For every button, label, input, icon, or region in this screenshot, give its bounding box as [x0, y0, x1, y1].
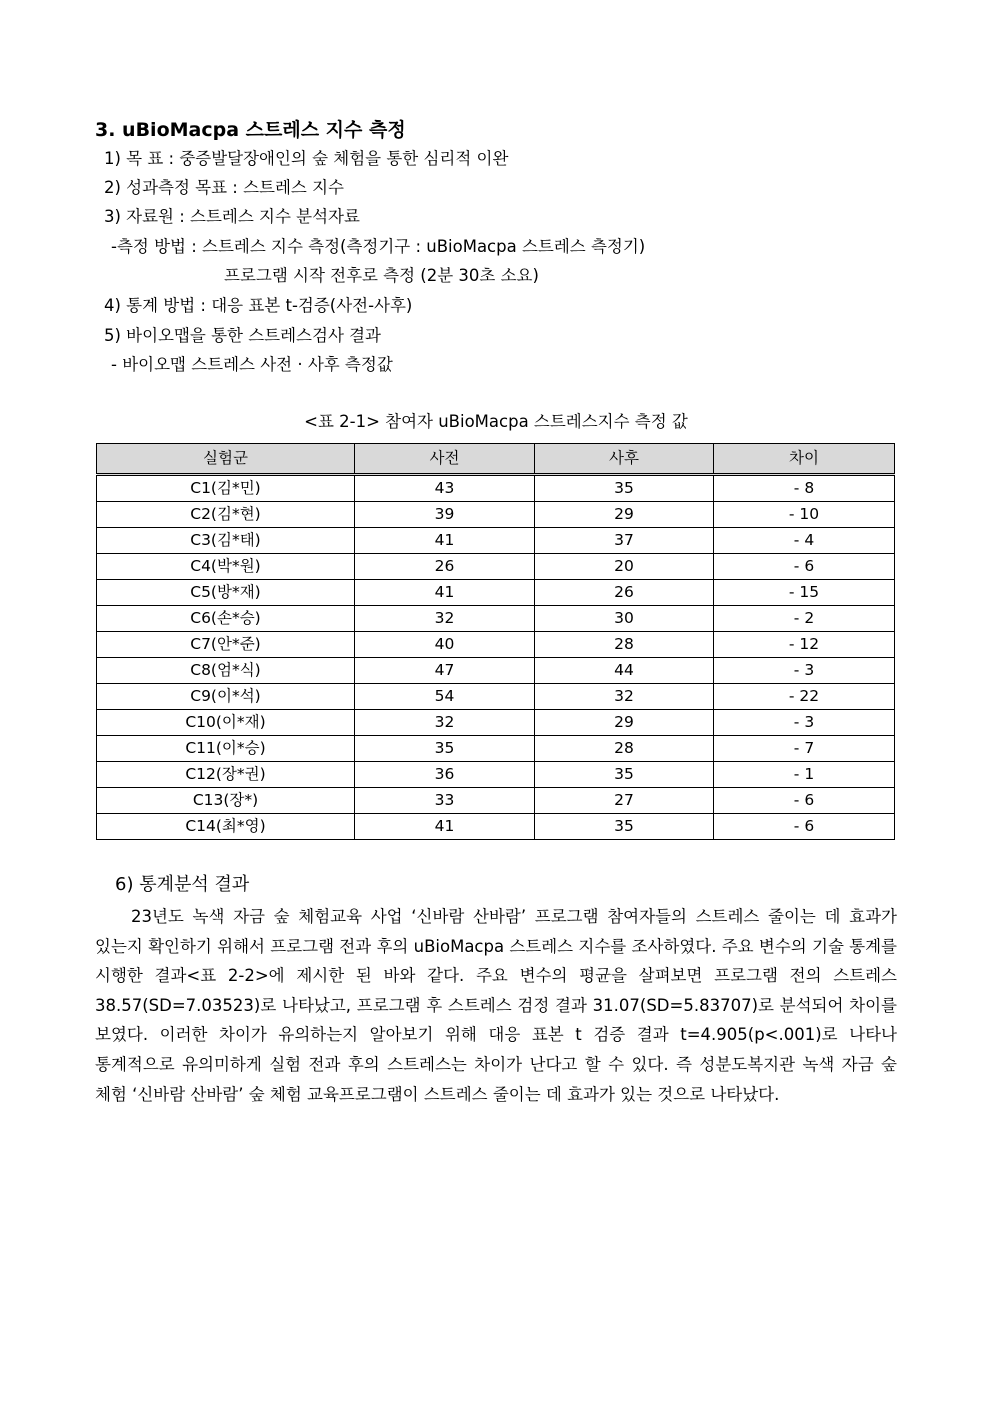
- post-cell: 44: [535, 658, 714, 684]
- pre-cell: 54: [355, 684, 535, 710]
- header-group: 실험군: [97, 444, 355, 475]
- diff-cell: - 3: [714, 658, 895, 684]
- group-cell: C6(손*승): [97, 606, 355, 632]
- diff-cell: - 4: [714, 528, 895, 554]
- post-cell: 29: [535, 502, 714, 528]
- table-row: [97, 606, 895, 632]
- table-row: [97, 684, 895, 710]
- diff-cell: - 2: [714, 606, 895, 632]
- stress-table: [96, 443, 895, 840]
- diff-cell: - 15: [714, 580, 895, 606]
- group-cell: C3(김*태): [97, 528, 355, 554]
- statistics-method-line: 4) 통계 방법 : 대응 표본 t-검증(사전-사후): [104, 296, 413, 315]
- analysis-paragraph: [95, 902, 897, 1109]
- table-row: [97, 658, 895, 684]
- table-row: [97, 788, 895, 814]
- post-cell: 35: [535, 762, 714, 788]
- group-cell: C2(김*현): [97, 502, 355, 528]
- table-row: [97, 632, 895, 658]
- table-row: [97, 736, 895, 762]
- table-row: [97, 580, 895, 606]
- group-cell: C5(방*재): [97, 580, 355, 606]
- group-cell: C12(장*권): [97, 762, 355, 788]
- diff-cell: - 22: [714, 684, 895, 710]
- performance-goal-line: 2) 성과측정 목표 : 스트레스 지수: [104, 178, 344, 197]
- pre-cell: 47: [355, 658, 535, 684]
- post-cell: 35: [535, 814, 714, 840]
- header-post: 사후: [535, 444, 714, 475]
- table-row: [97, 502, 895, 528]
- post-cell: 28: [535, 632, 714, 658]
- diff-cell: - 6: [714, 788, 895, 814]
- post-cell: 26: [535, 580, 714, 606]
- diff-cell: - 12: [714, 632, 895, 658]
- method-line: -측정 방법 : 스트레스 지수 측정(측정기구 : uBioMacpa 스트레스 측정기): [111, 237, 646, 256]
- section-title: 3. uBioMacpa 스트레스 지수 측정: [95, 119, 406, 141]
- method-detail-line: 프로그램 시작 전후로 측정 (2분 30초 소요): [224, 266, 539, 285]
- group-cell: C7(안*준): [97, 632, 355, 658]
- pre-cell: 35: [355, 736, 535, 762]
- pre-cell: 39: [355, 502, 535, 528]
- pre-cell: 32: [355, 606, 535, 632]
- table-row: [97, 475, 895, 502]
- diff-cell: - 3: [714, 710, 895, 736]
- pre-cell: 32: [355, 710, 535, 736]
- group-cell: C10(이*재): [97, 710, 355, 736]
- pre-cell: 36: [355, 762, 535, 788]
- group-cell: C1(김*민): [97, 475, 355, 502]
- analysis-text: 23년도 녹색 자금 숲 체험교육 사업 ‘신바람 산바람’ 프로그램 참여자들의 스트레스 줄이는 데 효과가 있는지 확인하기 위해서 프로그램 전과 후의 uBioMacpa 스트레스 지수를 조사하였다. 주요 변수의 기술 통계를 시행한 결과<표 2-2>에 제시한 된 바와 같다. 주요 변수의 평균을 살펴보면 프로그램 전의 스트레스 38.57(SD=7.03523)로 나타났고, 프로그램 후 스트레스 검정 결과 31.07(SD=5.83707)로 분석되어 차이를 보였다. 이러한 차이가 유의하는지 알아보기 위해 대응 표본 t 검증 결과 t=4.905(p<.001)로 나타나 통계적으로 유의미하게 실험 전과 후의 스트레스는 차이가 난다고 할 수 있다. 즉 성분도복지관 녹색 자금 숲 체험 ‘신바람 산바람’ 숲 체험 교육프로그램이 스트레스 줄이는 데 효과가 있는 것으로 나타났다.: [95, 907, 897, 1104]
- post-cell: 37: [535, 528, 714, 554]
- pre-cell: 33: [355, 788, 535, 814]
- table-row: [97, 528, 895, 554]
- post-cell: 28: [535, 736, 714, 762]
- pre-cell: 43: [355, 475, 535, 502]
- post-cell: 30: [535, 606, 714, 632]
- biomap-values-line: - 바이오맵 스트레스 사전 · 사후 측정값: [111, 355, 393, 374]
- table-row: [97, 814, 895, 840]
- biomap-result-line: 5) 바이오맵을 통한 스트레스검사 결과: [104, 326, 381, 345]
- table-row: [97, 554, 895, 580]
- goal-line: 1) 목 표 : 중증발달장애인의 숲 체험을 통한 심리적 이완: [104, 149, 509, 168]
- post-cell: 20: [535, 554, 714, 580]
- header-diff: 차이: [714, 444, 895, 475]
- diff-cell: - 6: [714, 554, 895, 580]
- table-caption: <표 2-1> 참여자 uBioMacpa 스트레스지수 측정 값: [304, 412, 688, 431]
- table-row: [97, 762, 895, 788]
- table-row: [97, 710, 895, 736]
- post-cell: 35: [535, 475, 714, 502]
- diff-cell: - 8: [714, 475, 895, 502]
- post-cell: 29: [535, 710, 714, 736]
- table-header-row: [97, 444, 895, 475]
- group-cell: C9(이*석): [97, 684, 355, 710]
- pre-cell: 41: [355, 814, 535, 840]
- group-cell: C8(엄*식): [97, 658, 355, 684]
- post-cell: 32: [535, 684, 714, 710]
- diff-cell: - 1: [714, 762, 895, 788]
- post-cell: 27: [535, 788, 714, 814]
- pre-cell: 41: [355, 528, 535, 554]
- group-cell: C4(박*원): [97, 554, 355, 580]
- analysis-title: 6) 통계분석 결과: [115, 874, 250, 895]
- pre-cell: 26: [355, 554, 535, 580]
- diff-cell: - 6: [714, 814, 895, 840]
- pre-cell: 41: [355, 580, 535, 606]
- pre-cell: 40: [355, 632, 535, 658]
- header-pre: 사전: [355, 444, 535, 475]
- group-cell: C11(이*승): [97, 736, 355, 762]
- diff-cell: - 7: [714, 736, 895, 762]
- group-cell: C14(최*영): [97, 814, 355, 840]
- group-cell: C13(장*): [97, 788, 355, 814]
- data-source-line: 3) 자료원 : 스트레스 지수 분석자료: [104, 207, 360, 226]
- diff-cell: - 10: [714, 502, 895, 528]
